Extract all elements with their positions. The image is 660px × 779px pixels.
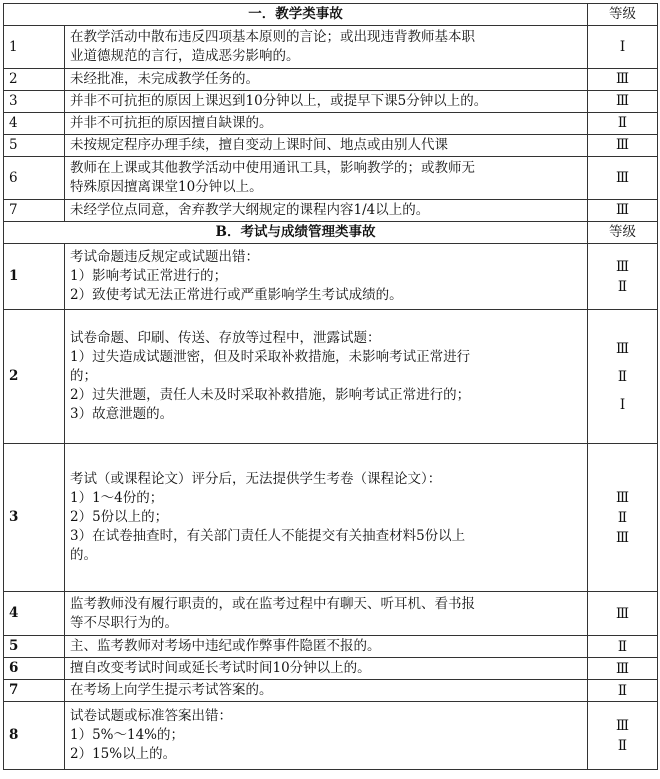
description-line: 2）15%以上的。 <box>70 746 177 762</box>
description-line: 1）影响考试正常进行的； <box>70 268 228 284</box>
table-row <box>4 592 658 636</box>
row-grade <box>588 702 658 770</box>
table-row <box>4 636 658 658</box>
row-grade: Ⅱ <box>588 113 658 135</box>
grade-value: Ⅱ <box>617 368 628 385</box>
row-grade: Ⅲ <box>588 91 658 113</box>
row-grade: Ⅰ <box>588 26 658 69</box>
grade-value: Ⅱ <box>617 737 628 754</box>
row-number: 7 <box>4 680 65 702</box>
row-number: 6 <box>4 157 65 200</box>
grade-value: Ⅲ <box>615 529 630 546</box>
row-number: 5 <box>4 636 65 658</box>
row-description: 并非不可抗拒的原因上课迟到10分钟以上，或提早下课5分钟以上的。 <box>65 91 588 113</box>
table-row <box>4 658 658 680</box>
description-line: 3）在试卷抽查时，有关部门责任人不能提交有关抽查材料5份以上 <box>70 528 466 544</box>
table-row <box>4 444 658 592</box>
row-description <box>65 244 588 310</box>
description-line: 在教学活动中散布违反四项基本原则的言论；或出现违背教师基本职 <box>70 29 475 45</box>
grade-value: Ⅲ <box>615 605 630 622</box>
description-line: 考试命题违反规定或试题出错： <box>70 249 259 265</box>
row-number: 3 <box>4 444 65 592</box>
row-number: 2 <box>4 69 65 91</box>
row-grade <box>588 636 658 658</box>
grade-value: Ⅱ <box>617 509 628 526</box>
description-line: 试卷试题或标准答案出错： <box>70 708 232 724</box>
section-b-title: B．考试与成绩管理类事故 <box>4 222 588 244</box>
description-line: 考试（或课程论文）评分后，无法提供学生考卷（课程论文）： <box>70 471 442 487</box>
grade-value: Ⅲ <box>615 489 630 506</box>
row-description: 擅自改变考试时间或延长考试时间10分钟以上的。 <box>65 658 588 680</box>
row-description <box>65 592 588 636</box>
section-b-header-row <box>4 222 658 244</box>
row-description <box>65 310 588 444</box>
row-grade: Ⅲ <box>588 135 658 157</box>
row-grade <box>588 310 658 444</box>
row-description <box>65 702 588 770</box>
row-grade <box>588 680 658 702</box>
description-line: 1）5%～14%的； <box>70 727 185 743</box>
description-line: 3）故意泄题的。 <box>70 406 174 422</box>
description-line: 2）致使考试无法正常进行或严重影响学生考试成绩的。 <box>70 287 403 303</box>
row-grade: Ⅲ <box>588 200 658 222</box>
grade-value: Ⅰ <box>619 396 626 413</box>
row-number: 1 <box>4 244 65 310</box>
row-description: 未经批准，未完成教学任务的。 <box>65 69 588 91</box>
grade-value: Ⅱ <box>617 682 628 699</box>
table-row <box>4 135 658 157</box>
row-description: 在考场上向学生提示考试答案的。 <box>65 680 588 702</box>
table-row <box>4 310 658 444</box>
row-description: 主、监考教师对考场中违纪或作弊事件隐匿不报的。 <box>65 636 588 658</box>
section-a-grade-header: 等级 <box>588 4 658 26</box>
table-row <box>4 157 658 200</box>
table-row <box>4 680 658 702</box>
row-description: 未按规定程序办理手续，擅自变动上课时间、地点或由别人代课 <box>65 135 588 157</box>
row-description <box>65 444 588 592</box>
description-line: 特殊原因擅离课堂10分钟以上。 <box>70 179 263 195</box>
row-number: 7 <box>4 200 65 222</box>
section-b-grade-header: 等级 <box>588 222 658 244</box>
row-grade: Ⅲ <box>588 69 658 91</box>
description-line: 业道德规范的言行，造成恶劣影响的。 <box>70 48 300 64</box>
description-line: 的。 <box>70 547 97 563</box>
row-number: 5 <box>4 135 65 157</box>
section-a-header-row <box>4 4 658 26</box>
row-grade: Ⅲ <box>588 157 658 200</box>
grade-value: Ⅲ <box>615 660 630 677</box>
row-number: 2 <box>4 310 65 444</box>
table-row <box>4 26 658 69</box>
row-number: 1 <box>4 26 65 69</box>
table-row <box>4 244 658 310</box>
section-a-title: 一．教学类事故 <box>4 4 588 26</box>
grade-value: Ⅲ <box>615 340 630 357</box>
description-line: 2）5份以上的； <box>70 509 169 525</box>
description-line: 等不尽职行为的。 <box>70 614 178 631</box>
table-row <box>4 200 658 222</box>
description-line: 1）过失造成试题泄密，但及时采取补救措施，未影响考试正常进行 <box>70 349 471 365</box>
table-row <box>4 69 658 91</box>
row-description <box>65 157 588 200</box>
row-number: 4 <box>4 113 65 135</box>
row-grade <box>588 444 658 592</box>
description-line: 试卷命题、印刷、传送、存放等过程中，泄露试题： <box>70 330 381 346</box>
row-grade <box>588 244 658 310</box>
grade-value: Ⅲ <box>615 717 630 734</box>
grade-value: Ⅲ <box>615 258 630 275</box>
description-line: 的； <box>70 368 97 384</box>
grade-value: Ⅱ <box>617 638 628 655</box>
row-description: 未经学位点同意，舍弃教学大纲规定的课程内容1/4以上的。 <box>65 200 588 222</box>
row-grade <box>588 592 658 636</box>
incident-table <box>3 3 658 770</box>
table-row <box>4 113 658 135</box>
description-line: 教师在上课或其他教学活动中使用通讯工具，影响教学的；或教师无 <box>70 160 475 176</box>
grade-value: Ⅱ <box>617 278 628 295</box>
row-number: 8 <box>4 702 65 770</box>
description-line: 1）1～4份的； <box>70 490 164 506</box>
row-description <box>65 26 588 69</box>
description-line: 监考教师没有履行职责的，或在监考过程中有聊天、听耳机、看书报 <box>70 595 475 612</box>
description-line: 2）过失泄题，责任人未及时采取补救措施，影响考试正常进行的； <box>70 387 471 403</box>
table-row <box>4 702 658 770</box>
row-grade <box>588 658 658 680</box>
row-number: 6 <box>4 658 65 680</box>
row-description: 并非不可抗拒的原因擅自缺课的。 <box>65 113 588 135</box>
row-number: 4 <box>4 592 65 636</box>
table-row <box>4 91 658 113</box>
row-number: 3 <box>4 91 65 113</box>
